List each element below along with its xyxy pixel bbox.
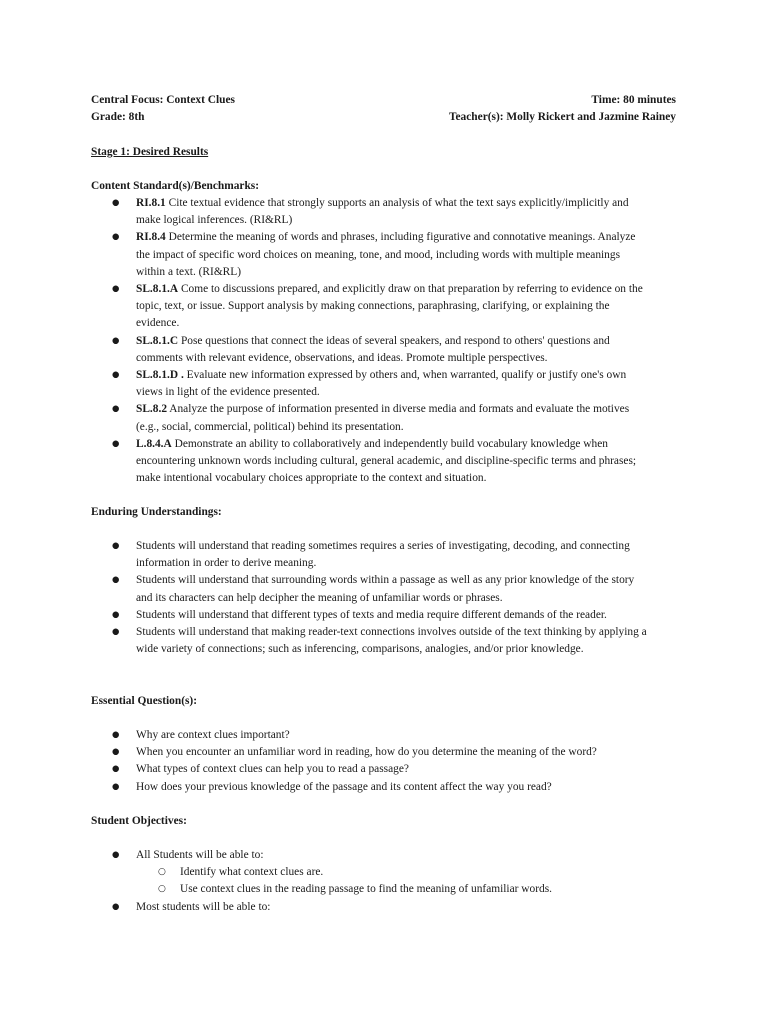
list-item: ● Students will understand that making reader-text connections involves outside of the text thinking by applying a wide variety of connections; such as inferencing, comparisons, analogies, and/or prior knowledge. <box>0 624 648 658</box>
list-item: ● SL.8.1.D . Evaluate new information expressed by others and, when warranted, qualify or justify one's own views in light of the evidence presented. <box>0 367 648 401</box>
enduring-heading: Enduring Understandings: <box>91 506 222 518</box>
sub-list <box>136 864 648 898</box>
list-item: ● Why are context clues important? <box>0 727 648 744</box>
sub-list-item: ○ Identify what context clues are. <box>136 864 648 881</box>
objectives-list <box>0 847 648 916</box>
list-item: ● When you encounter an unfamiliar word in reading, how do you determine the meaning of the word? <box>0 744 648 761</box>
list-item: ● SL.8.1.C Pose questions that connect the ideas of several speakers, and respond to others' questions and comments with relevant evidence, observations, and ideas. Promote multiple perspectives. <box>0 333 648 367</box>
list-item: ● Students will understand that surrounding words within a passage as well as any prior knowledge of the story and its characters can help decipher the meaning of unfamiliar words or phrases. <box>0 572 648 606</box>
standards-heading: Content Standard(s)/Benchmarks: <box>91 180 260 192</box>
stage-title: Stage 1: Desired Results <box>91 146 209 158</box>
list-item: ● SL.8.2 Analyze the purpose of information presented in diverse media and formats and evaluate the motives (e.g., social, commercial, political) behind its presentation. <box>0 401 648 435</box>
list-item: ● How does your previous knowledge of the passage and its content affect the way you read? <box>0 779 648 796</box>
essential-heading: Essential Question(s): <box>91 695 198 707</box>
list-item: ● Most students will be able to: <box>0 899 648 916</box>
list-item: ● Students will understand that different types of texts and media require different demands of the reader. <box>0 607 648 624</box>
time-allotment: Time: 80 minutes <box>591 94 676 106</box>
list-item: ● RI.8.4 Determine the meaning of words and phrases, including figurative and connotative meanings. Analyze the impact of specific word choices on meaning, tone, and mood, including words with multiple meanings within a text. (RI&RL) <box>0 229 648 281</box>
list-item: ● L.8.4.A Demonstrate an ability to collaboratively and independently build vocabulary knowledge when encountering unknown words including cultural, general academic, and discipline-specific terms and phrases; make intentional vocabulary choices appropriate to the context and situation. <box>0 436 648 488</box>
objectives-heading: Student Objectives: <box>91 815 187 827</box>
list-item: ● What types of context clues can help you to read a passage? <box>0 761 648 778</box>
list-item: ● All Students will be able to: ○ Identify what context clues are. ○ Use context clues in the reading passage to find the meaning of unfamiliar words. <box>0 847 648 899</box>
teachers: Teacher(s): Molly Rickert and Jazmine Rainey <box>448 111 676 123</box>
central-focus: Central Focus: Context Clues <box>91 94 235 106</box>
list-item: ● Students will understand that reading sometimes requires a series of investigating, decoding, and connecting information in order to derive meaning. <box>0 538 648 572</box>
list-item: ● SL.8.1.A Come to discussions prepared, and explicitly draw on that preparation by referring to evidence on the topic, text, or issue. Support analysis by making connections, paraphrasing, clarifying, or explaining the evidence. <box>0 281 648 333</box>
standards-list <box>0 195 648 487</box>
grade-level: Grade: 8th <box>91 111 145 123</box>
list-item: ● RI.8.1 Cite textual evidence that strongly supports an analysis of what the text says explicitly/implicitly and make logical inferences. (RI&RL) <box>0 195 648 229</box>
enduring-list <box>0 538 648 658</box>
sub-list-item: ○ Use context clues in the reading passage to find the meaning of unfamiliar words. <box>136 881 648 898</box>
essential-list <box>0 727 648 796</box>
